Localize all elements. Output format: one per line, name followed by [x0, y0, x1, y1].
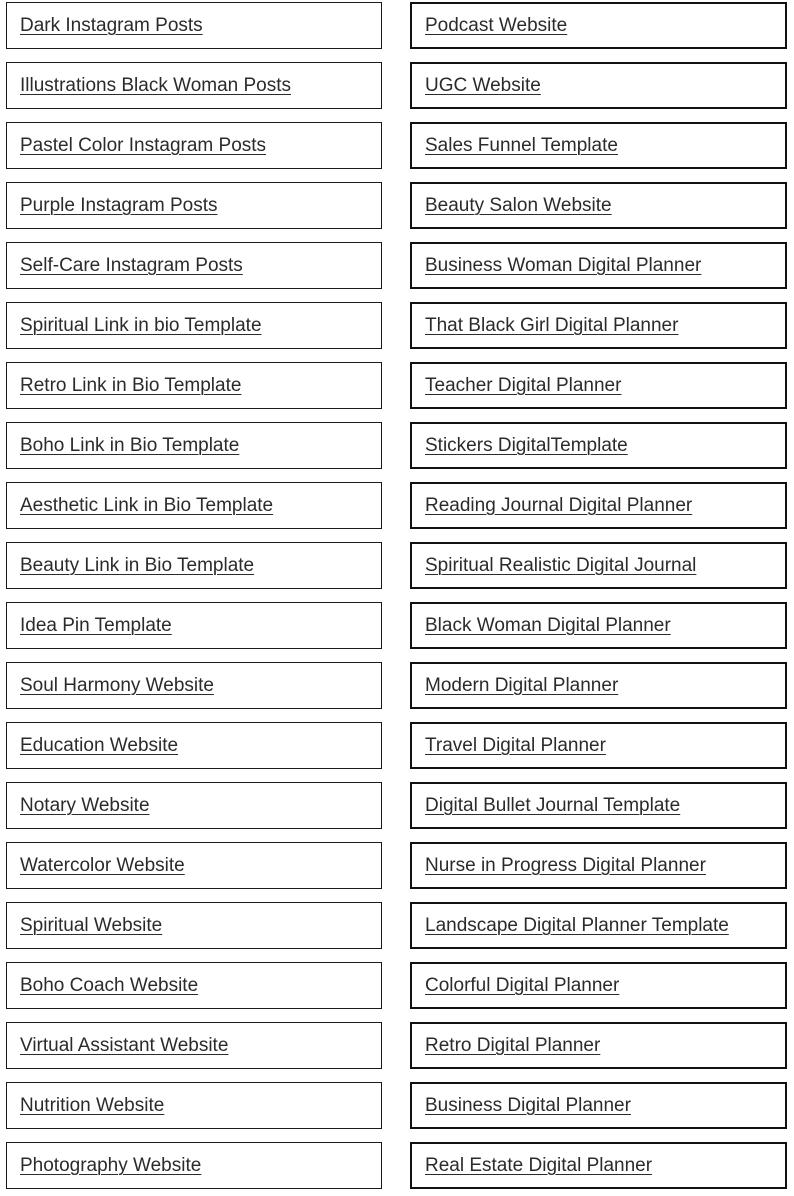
template-link[interactable]: Modern Digital Planner — [425, 674, 619, 696]
left-link-box[interactable] — [6, 1022, 382, 1069]
template-link[interactable]: Aesthetic Link in Bio Template — [20, 494, 274, 516]
template-link[interactable]: Spiritual Website — [20, 914, 163, 936]
template-link[interactable]: Beauty Salon Website — [425, 194, 612, 216]
right-link-box[interactable] — [410, 1142, 787, 1189]
left-link-box[interactable] — [6, 242, 382, 289]
right-link-box[interactable] — [410, 62, 787, 109]
left-link-box[interactable] — [6, 362, 382, 409]
left-link-box[interactable] — [6, 662, 382, 709]
left-link-box[interactable] — [6, 842, 382, 889]
left-link-box[interactable] — [6, 722, 382, 769]
template-link[interactable]: Nutrition Website — [20, 1094, 165, 1116]
template-link[interactable]: Illustrations Black Woman Posts — [20, 74, 292, 96]
left-link-box[interactable] — [6, 182, 382, 229]
template-link[interactable]: Landscape Digital Planner Template — [425, 914, 729, 936]
template-link[interactable]: Business Digital Planner — [425, 1094, 631, 1116]
left-link-box[interactable] — [6, 782, 382, 829]
right-link-box[interactable] — [410, 1082, 787, 1129]
template-link[interactable]: Teacher Digital Planner — [425, 374, 622, 396]
template-link[interactable]: Colorful Digital Planner — [425, 974, 620, 996]
template-link[interactable]: Spiritual Realistic Digital Journal — [425, 554, 697, 576]
template-link[interactable]: Digital Bullet Journal Template — [425, 794, 681, 816]
template-link[interactable]: Soul Harmony Website — [20, 674, 214, 696]
template-link[interactable]: Travel Digital Planner — [425, 734, 606, 756]
template-link[interactable]: Virtual Assistant Website — [20, 1034, 229, 1056]
right-link-box[interactable] — [410, 722, 787, 769]
left-link-box[interactable] — [6, 482, 382, 529]
right-link-box[interactable] — [410, 602, 787, 649]
right-link-box[interactable] — [410, 182, 787, 229]
template-link[interactable]: Photography Website — [20, 1154, 202, 1176]
left-link-column — [6, 2, 382, 1189]
template-link[interactable]: Boho Link in Bio Template — [20, 434, 240, 456]
right-link-box[interactable] — [410, 122, 787, 169]
template-link[interactable]: Sales Funnel Template — [425, 134, 618, 156]
template-link[interactable]: Black Woman Digital Planner — [425, 614, 671, 636]
template-link[interactable]: Stickers DigitalTemplate — [425, 434, 628, 456]
left-link-box[interactable] — [6, 962, 382, 1009]
left-link-box[interactable] — [6, 602, 382, 649]
template-link[interactable]: Spiritual Link in bio Template — [20, 314, 262, 336]
template-link[interactable]: Boho Coach Website — [20, 974, 199, 996]
right-link-box[interactable] — [410, 2, 787, 49]
template-link[interactable]: That Black Girl Digital Planner — [425, 314, 679, 336]
template-link[interactable]: Retro Link in Bio Template — [20, 374, 242, 396]
template-link[interactable]: Education Website — [20, 734, 179, 756]
left-link-box[interactable] — [6, 422, 382, 469]
right-link-box[interactable] — [410, 902, 787, 949]
template-link[interactable]: Idea Pin Template — [20, 614, 172, 636]
template-link[interactable]: Business Woman Digital Planner — [425, 254, 702, 276]
right-link-box[interactable] — [410, 782, 787, 829]
left-link-box[interactable] — [6, 62, 382, 109]
template-link[interactable]: Pastel Color Instagram Posts — [20, 134, 267, 156]
left-link-box[interactable] — [6, 902, 382, 949]
template-link[interactable]: Watercolor Website — [20, 854, 185, 876]
template-link[interactable]: Beauty Link in Bio Template — [20, 554, 255, 576]
right-link-box[interactable] — [410, 362, 787, 409]
left-link-box[interactable] — [6, 2, 382, 49]
left-link-box[interactable] — [6, 542, 382, 589]
right-link-column — [410, 2, 787, 1189]
right-link-box[interactable] — [410, 842, 787, 889]
right-link-box[interactable] — [410, 962, 787, 1009]
template-link[interactable]: UGC Website — [425, 74, 541, 96]
right-link-box[interactable] — [410, 1022, 787, 1069]
template-link[interactable]: Real Estate Digital Planner — [425, 1154, 653, 1176]
template-link[interactable]: Dark Instagram Posts — [20, 14, 203, 36]
template-link[interactable]: Purple Instagram Posts — [20, 194, 218, 216]
template-link[interactable]: Notary Website — [20, 794, 150, 816]
template-link[interactable]: Reading Journal Digital Planner — [425, 494, 693, 516]
template-link[interactable]: Retro Digital Planner — [425, 1034, 601, 1056]
right-link-box[interactable] — [410, 662, 787, 709]
left-link-box[interactable] — [6, 1142, 382, 1189]
right-link-box[interactable] — [410, 422, 787, 469]
left-link-box[interactable] — [6, 1082, 382, 1129]
right-link-box[interactable] — [410, 482, 787, 529]
right-link-box[interactable] — [410, 302, 787, 349]
left-link-box[interactable] — [6, 302, 382, 349]
template-link[interactable]: Self-Care Instagram Posts — [20, 254, 243, 276]
right-link-box[interactable] — [410, 242, 787, 289]
left-link-box[interactable] — [6, 122, 382, 169]
template-link[interactable]: Podcast Website — [425, 14, 568, 36]
template-link[interactable]: Nurse in Progress Digital Planner — [425, 854, 706, 876]
right-link-box[interactable] — [410, 542, 787, 589]
